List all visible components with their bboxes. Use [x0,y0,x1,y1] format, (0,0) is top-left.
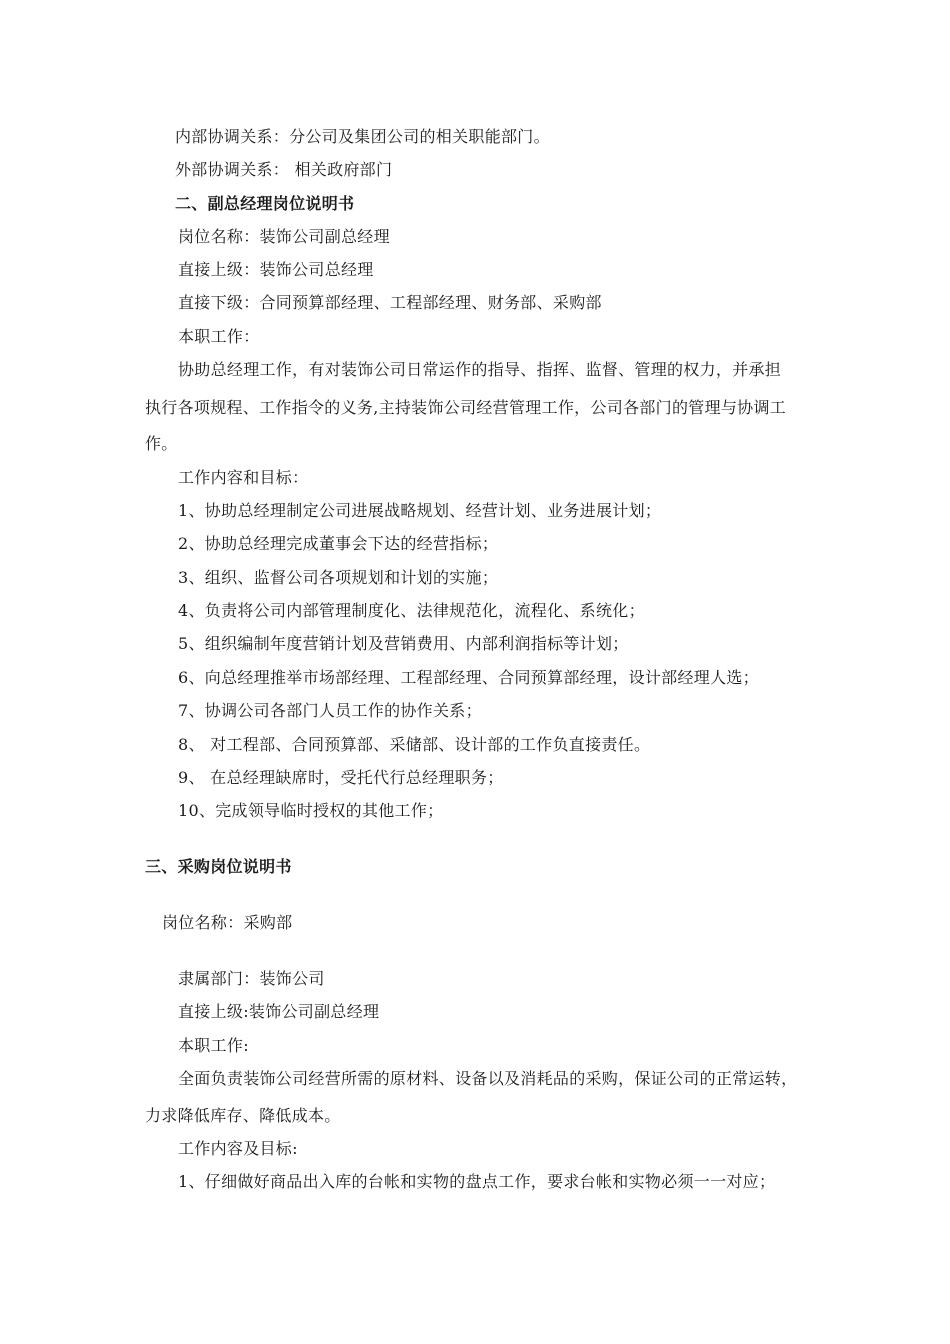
s3-department: 隶属部门：装饰公司 [178,969,325,988]
s2-post-name: 岗位名称：装饰公司副总经理 [178,227,390,246]
s2-task-item: 6、向总经理推举市场部经理、工程部经理、合同预算部经理，设计部经理人选； [178,668,759,687]
section-3-heading: 三、采购岗位说明书 [145,857,292,876]
s3-post-name: 岗位名称：采购部 [162,913,293,932]
s2-duty-line-3: 作。 [145,434,178,453]
s3-tasks-label: 工作内容及目标: [178,1139,298,1158]
s3-duty-line-1: 全面负责装饰公司经营所需的原材料、设备以及消耗品的采购，保证公司的正常运转， [178,1069,798,1088]
s3-task-item: 1、仔细做好商品出入库的台帐和实物的盘点工作，要求台帐和实物必须一一对应； [178,1172,776,1191]
s2-task-item: 7、协调公司各部门人员工作的协作关系； [178,701,482,720]
s2-task-item: 10、完成领导临时授权的其他工作； [178,801,444,820]
s2-task-item: 3、组织、监督公司各项规划和计划的实施； [178,568,499,587]
s2-tasks-label: 工作内容和目标： [178,468,309,487]
s2-task-item: 2、协助总经理完成董事会下达的经营指标； [178,534,499,553]
s2-task-item: 9、 在总经理缺席时，受托代行总经理职务； [178,768,504,787]
s3-superior: 直接上级:装饰公司副总经理 [178,1002,380,1021]
s2-duty-label: 本职工作： [178,327,260,346]
s2-duty-line-1: 协助总经理工作，有对装饰公司日常运作的指导、指挥、监督、管理的权力，并承担 [178,360,782,379]
internal-relation-text: 内部协调关系：分公司及集团公司的相关职能部门。 [175,127,550,146]
s2-task-item: 1、协助总经理制定公司进展战略规划、经营计划、业务进展计划； [178,501,662,520]
section-2-heading: 二、副总经理岗位说明书 [175,194,355,213]
s2-task-item: 5、组织编制年度营销计划及营销费用、内部利润指标等计划； [178,634,629,653]
s3-duty-line-2: 力求降低库存、降低成本。 [145,1106,341,1125]
s3-duty-label: 本职工作: [178,1036,249,1055]
s2-task-item: 8、 对工程部、合同预算部、采储部、设计部的工作负直接责任。 [178,735,651,754]
s2-duty-line-2: 执行各项规程、工作指令的义务,主持装饰公司经营管理工作，公司各部门的管理与协调工 [145,398,787,417]
s2-subordinate: 直接下级：合同预算部经理、工程部经理、财务部、采购部 [178,293,602,312]
s2-superior: 直接上级：装饰公司总经理 [178,260,374,279]
s2-task-item: 4、负责将公司内部管理制度化、法律规范化，流程化、系统化； [178,601,645,620]
external-relation-text: 外部协调关系： 相关政府部门 [175,160,393,179]
